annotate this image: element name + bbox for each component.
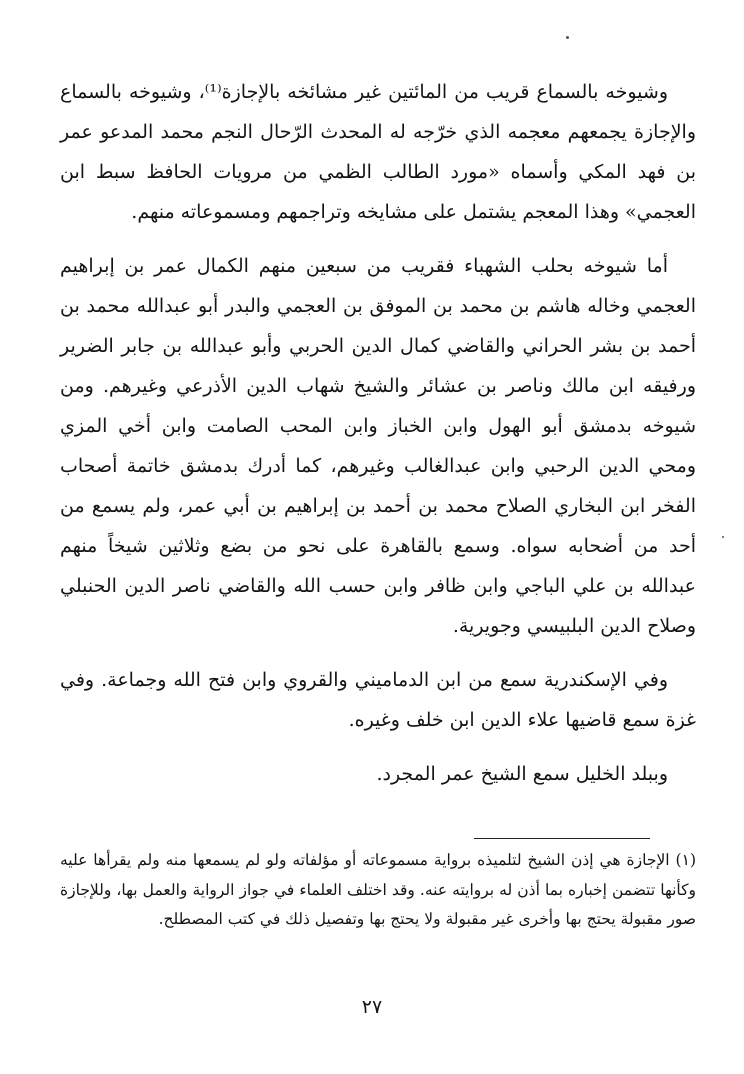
paragraph-2: أما شيوخه بحلب الشهباء فقريب من سبعين منهم الكمال عمر بن إبراهيم العجمي وخاله هاشم بن محمد بن الموفق بن العجمي والبدر أبو عبدالله محمد بن أحمد بن بشر الحراني والقاضي كمال الدين الحربي وأبو عبدالله بن جابر الضرير ورفيقه ابن مالك وناصر بن عشائر والشيخ شهاب الدين الأذرعي وغيرهم. ومن شيوخه بدمشق أبو الهول وابن الخباز وابن المحب الصامت وابن أخي المزي ومحي الدين الرحبي وابن عبدالغالب وغيرهم، كما أدرك بدمشق خاتمة أصحاب الفخر ابن البخاري الصلاح محمد بن أحمد بن إبراهيم بن أبي عمر، ولم يسمع من أحد من أضحابه سواه. وسمع بالقاهرة على نحو من بضع وثلاثين شيخاً منهم عبدالله بن علي الباجي وابن ظافر وابن حسب الله والقاضي ناصر الدين الحنبلي وصلاح الدين البلبيسي وجويرية.	[60, 255, 696, 637]
paragraph-4: وببلد الخليل سمع الشيخ عمر المجرد.	[376, 763, 668, 785]
footnotes	[60, 846, 696, 935]
footnote-1: (١) الإجازة هي إذن الشيخ لتلميذه برواية مسموعاته أو مؤلفاته ولو لم يسمعها منه ولم يقرأها عليه وكأنها تتضمن إخباره بما أذن له بروايته عنه. وقد اختلف العلماء في جواز الرواية والعمل بها، وللإجازة صور مقبولة يحتج بها وأخرى غير مقبولة ولا يحتج بها وتفصيل ذلك في كتب المصطلح.	[60, 851, 696, 928]
main-text	[60, 72, 696, 794]
scan-speck	[566, 36, 569, 39]
scan-speck	[722, 536, 724, 538]
page-number: ٢٧	[361, 996, 383, 1018]
footnote-separator	[474, 838, 650, 839]
paragraph-3: وفي الإسكندرية سمع من ابن الدماميني والقروي وابن فتح الله وجماعة. وفي غزة سمع قاضيها علاء الدين ابن خلف وغيره.	[60, 669, 696, 731]
paragraph-1: وشيوخه بالسماع قريب من المائتين غير مشائخه بالإجازة⁽¹⁾، وشيوخه بالسماع والإجازة يجمعهم معجمه الذي خرّجه له المحدث الرّحال النجم محمد المدعو عمر بن فهد المكي وأسماه «مورد الطالب الظمي من مرويات الحافظ سبط ابن العجمي» وهذا المعجم يشتمل على مشايخه وتراجمهم ومسموعاته منهم.	[60, 81, 696, 223]
